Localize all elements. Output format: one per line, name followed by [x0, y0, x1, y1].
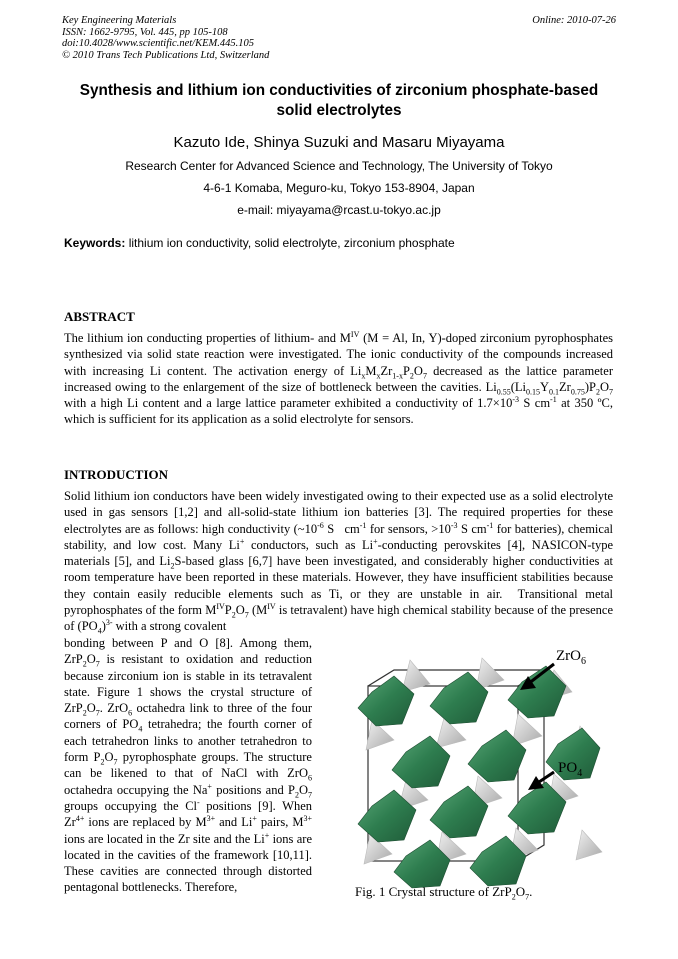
abstract-heading: ABSTRACT: [64, 309, 135, 324]
label-po4: $PO_4$: [558, 760, 583, 779]
crystal-structure-figure: [332, 640, 622, 890]
authors: Kazuto Ide, Shinya Suzuki and Masaru Miyayama: [173, 134, 505, 151]
introduction-heading: INTRODUCTION: [64, 467, 169, 482]
journal-name: Key Engineering Materials: [62, 15, 177, 26]
label-zro6: ZrO$_6$: [556, 648, 586, 667]
affiliation: Research Center for Advanced Science and Technology, The University of Tokyo: [125, 159, 553, 173]
introduction-column: bonding between P and O [8]. Among them, $ZrP_2O_7$ is resistant to oxidation and reduction because zirconium ion is stable in its tetravalent state. Figure 1 shows the crystal structure of $ZrP_2O_7$. ZrO$_6$ octahedra link to three of the four corners of $PO_4$ tetrahedra; the fourth corner of each tetrahedron links to another tetrahedron to form $P_2O_7$ pyrophosphate groups. The structure can be likened to that of NaCl with ZrO$_6$ octahedra occupying the Na+ positions and $P_2O_7$ groups occupying the Cl- positions [9]. When $Zr^{4+}$ ions are replaced by $M^{3+}$ and Li+ pairs, $M^{3+}$ ions are located in the Zr site and the Li+ ions are located in the cavities of the framework [10,11]. These cavities are connected through distorted pentagonal bottlenecks. Therefore,: [64, 636, 312, 895]
issn: ISSN: 1662-9795, Vol. 445, pp 105-108: [62, 26, 228, 38]
abstract-body: The lithium ion conducting properties of lithium- and $M^{IV}$ (M = Al, In, Y)-doped zirconium pyrophosphates synthesized via solid state reaction were investigated. The ionic conductivity of the compounds increased with increasing Li content. The activation energy of $Li_xM_xZr_{1-x}P_2O_7$ decreased as the lattice parameter increased owing to the enlargement of the size of bottleneck between the cavities. $Li_{0.55}(Li_{0.15}Y_{0.1}Zr_{0.75})P_2O_7$ with a high Li content and a large lattice parameter exhibited a conductivity of $1.7\times 10^{-3}$ S $cm^{-1}$ at 350 ºC, which is sufficient for its application as a solid electrolyte for sensors.: [64, 329, 613, 427]
doi: doi:10.4028/www.scientific.net/KEM.445.105: [62, 38, 254, 49]
title-line-1: Synthesis and lithium ion conductivities of zirconium phosphate-based: [79, 82, 599, 99]
copyright: © 2010 Trans Tech Publications Ltd, Switzerland: [62, 49, 270, 61]
keywords-text: lithium ion conductivity, solid electrolyte, zirconium phosphate: [128, 236, 455, 250]
figure-caption: Fig. 1 Crystal structure of $ZrP_2O_7$.: [355, 884, 533, 902]
journal-header: [62, 15, 269, 61]
introduction-body: Solid lithium ion conductors have been widely investigated owing to their expected use as a solid electrolyte used in gas sensors [1,2] and all-solid-state lithium ion batteries [3]. The required properties for these electrolytes are as follows: high conductivity ($\sim 10^{-6}$ S $cm^{-1}$ for sensors, $>10^{-3}$ S $cm^{-1}$ for batteries), chemical stability, and low cost. Many Li+ conductors, such as Li+-conducting perovskites [4], NASICON-type materials [5], and $Li_2S$-based glass [6,7] have been investigated, and considerably higher conductivities at room temperature have been reported in these materials. However, they have insufficient stabilities because they contain easily reducible elements such as Ti, or they are unstable in air. Transitional metal pyrophosphates of the form $M^{IV}P_2O_7$ ($M^{IV}$ is tetravalent) have high chemical stability because of the presence of $(PO_4)^{3-}$ with a strong covalent: [64, 489, 614, 636]
address: 4-6-1 Komaba, Meguro-ku, Tokyo 153-8904, Japan: [203, 181, 475, 195]
keywords-label: Keywords:: [64, 236, 126, 250]
keywords: [64, 236, 455, 250]
paper-title: [40, 81, 638, 121]
online-date: Online: 2010-07-26: [532, 15, 616, 26]
title-line-2: solid electrolytes: [276, 102, 402, 119]
email: e-mail: miyayama@rcast.u-tokyo.ac.jp: [237, 203, 441, 217]
